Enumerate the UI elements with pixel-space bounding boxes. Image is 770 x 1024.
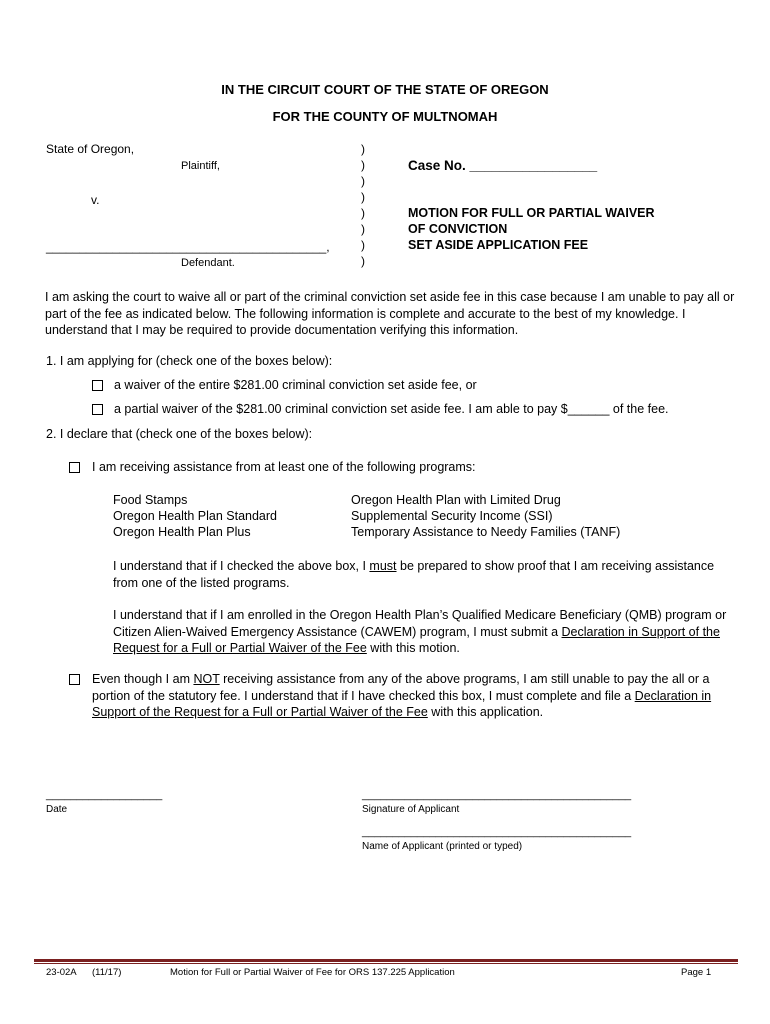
assistance-text: I am receiving assistance from at least one of the following programs: [92, 460, 476, 474]
plaintiff-name: State of Oregon, [46, 142, 135, 156]
caption-paren: ) [361, 238, 365, 252]
printed-name-label: Name of Applicant (printed or typed) [362, 841, 523, 852]
assistance-checkbox[interactable] [69, 462, 80, 473]
defendant-name-line[interactable]: __________________________________________, [46, 240, 330, 254]
signature-label: Signature of Applicant [362, 804, 460, 815]
motion-title-line2: OF CONVICTION [408, 222, 508, 236]
defendant-label: Defendant. [181, 257, 235, 269]
intro-paragraph: I am asking the court to waive all or part of the criminal conviction set aside fee in this case because I am unable to pay all or part of the fee as indicated below. The following information is complete and accurate to the best of my knowledge. I understand that I may be required to provide documentation verifying this information. [45, 290, 735, 337]
case-number-field[interactable]: Case No. _________________ [408, 158, 598, 173]
full-waiver-text: a waiver of the entire $281.00 criminal conviction set aside fee, or [114, 378, 477, 392]
declaration-link[interactable]: Declaration in Support of the Request for a Full or Partial Waiver of the Fee [113, 624, 720, 655]
footer-rule [34, 959, 738, 962]
motion-title-line3: SET ASIDE APPLICATION FEE [408, 238, 589, 252]
full-waiver-checkbox[interactable] [92, 380, 103, 391]
date-label: Date [46, 804, 68, 815]
program-item: Temporary Assistance to Needy Families (TANF) [351, 525, 621, 539]
declaration-link[interactable]: Declaration in Support of the Request for a Full or Partial Waiver of the Fee [92, 688, 712, 719]
footer-title: Motion for Full or Partial Waiver of Fee for ORS 137.225 Application [170, 967, 455, 978]
program-item: Food Stamps [113, 493, 188, 507]
not-emphasis: NOT [193, 672, 220, 686]
form-number: 23-02A [46, 967, 77, 978]
plaintiff-label: Plaintiff, [181, 160, 220, 172]
date-line[interactable]: ___________________ [46, 789, 163, 801]
must-emphasis: must [369, 559, 397, 573]
program-item: Oregon Health Plan Plus [113, 525, 251, 539]
versus-text: v. [91, 193, 100, 207]
court-heading: IN THE CIRCUIT COURT OF THE STATE OF OREGON [221, 82, 549, 97]
motion-title-line1: MOTION FOR FULL OR PARTIAL WAIVER [408, 206, 655, 220]
page-number: Page 1 [681, 967, 712, 978]
caption-paren: ) [361, 142, 365, 156]
qmb-note: I understand that if I am enrolled in the Oregon Health Plan’s Qualified Medicare Beneficiary (QMB) program or Citizen Alien-Waived Emergency Assistance (CAWEM) program, I must submit a Declaration in Support of the Request for a Full or Partial Waiver of the Fee with this motion. [113, 608, 727, 655]
program-item: Supplemental Security Income (SSI) [351, 509, 553, 523]
signature-line[interactable]: ____________________________________________ [362, 789, 632, 801]
printed-name-line[interactable]: ____________________________________________ [362, 826, 632, 838]
form-date: (11/17) [92, 967, 122, 978]
county-heading: FOR THE COUNTY OF MULTNOMAH [272, 109, 498, 124]
caption-paren: ) [361, 158, 365, 172]
not-receiving-text: Even though I am NOT receiving assistance from any of the above programs, I am still unable to pay the all or a portion of the statutory fee. I understand that if I have checked this box, I must complete and file a Declaration in Support of the Request for a Full or Partial Waiver of the Fee with this application. [92, 672, 712, 719]
caption-paren: ) [361, 206, 365, 220]
program-item: Oregon Health Plan with Limited Drug [351, 493, 561, 507]
caption-paren: ) [361, 190, 365, 204]
caption-paren: ) [361, 254, 365, 268]
program-item: Oregon Health Plan Standard [113, 509, 277, 523]
caption-paren: ) [361, 174, 365, 188]
section2-label: 2. I declare that (check one of the boxes below): [46, 427, 313, 441]
partial-waiver-checkbox[interactable] [92, 404, 103, 415]
section1-label: 1. I am applying for (check one of the boxes below): [46, 354, 333, 368]
proof-note: I understand that if I checked the above box, I must be prepared to show proof that I am receiving assistance from one of the listed programs. [113, 559, 715, 590]
caption-paren: ) [361, 222, 365, 236]
footer-rule-thin [34, 963, 738, 964]
partial-waiver-text: a partial waiver of the $281.00 criminal conviction set aside fee. I am able to pay $______ of the fee. [114, 402, 669, 416]
not-receiving-checkbox[interactable] [69, 674, 80, 685]
